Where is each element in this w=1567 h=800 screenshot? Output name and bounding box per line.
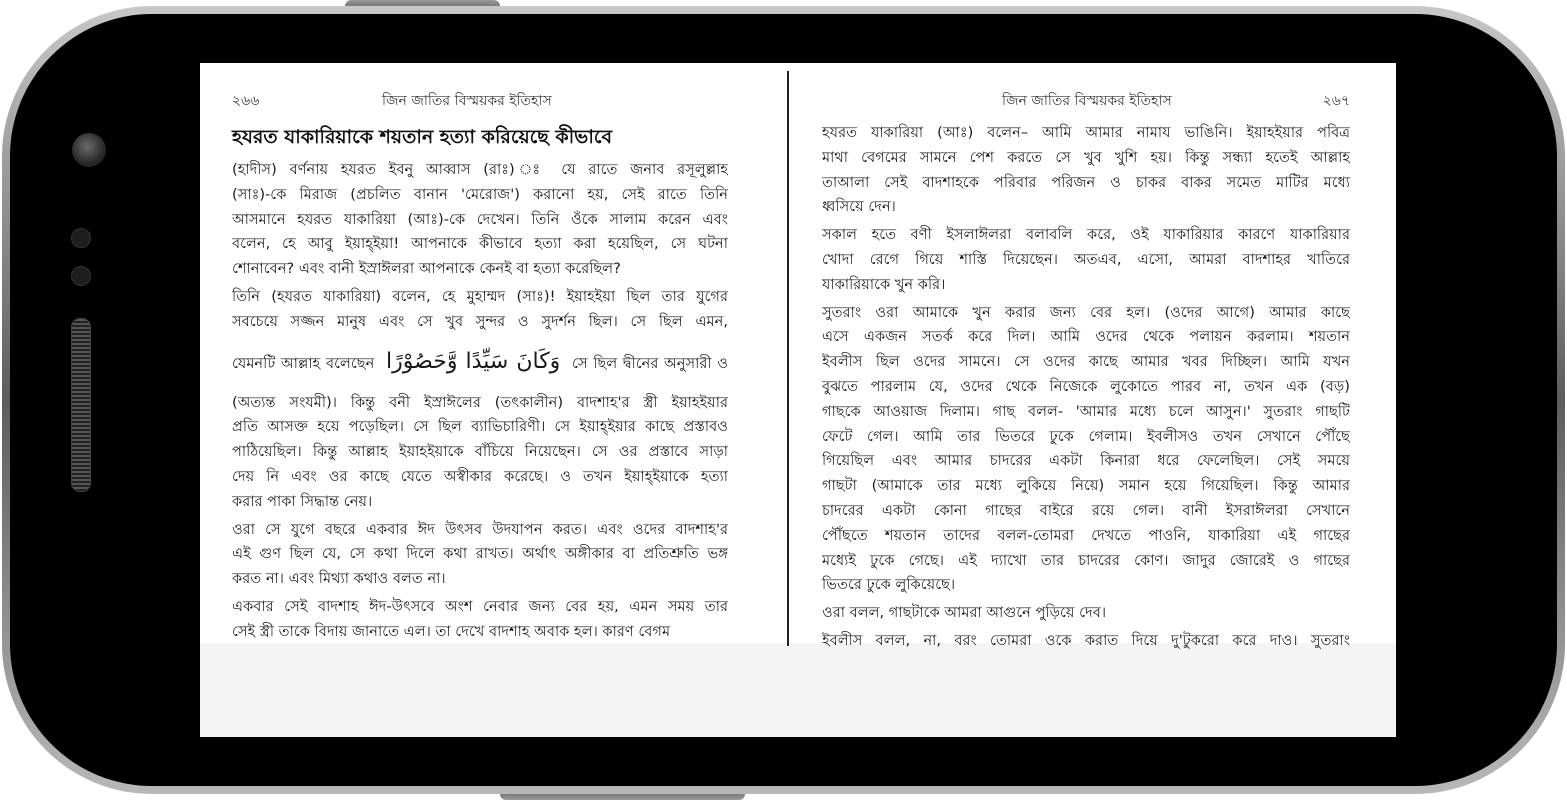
- text-line: সকাল হতে বণী ইসলাঈলরা বলাবলি করে, ওই যাকারিয়ার কারণে যাকারিয়ার: [822, 226, 1350, 244]
- text-line: তিনি (হযরত যাকারিয়া) বলেন, হে মুহাম্মদ (সাঃ)! ইয়াহইয়া ছিল তার যুগের: [232, 287, 728, 305]
- text-line: পৌঁছতে শয়তান তাদের বলল-তোমরা দেখতে পাওনি, যাকারিয়া এই গাছের: [822, 526, 1350, 544]
- text-line: বলেন, হে আবু ইয়াহ্ইয়া! আপনাকে কীভাবে হত্যা করা হয়েছিল, সে ঘটনা: [232, 235, 728, 253]
- paragraph: [232, 391, 728, 515]
- front-camera-icon: [72, 133, 106, 167]
- text-line: ভিতরে ঢুকে লুকিয়েছে।: [822, 576, 956, 594]
- text-line: (সাঃ)-কে মিরাজ (প্রচলিত বানান 'মেরোজ') করানো হয়, সেই রাতে তিনি: [232, 185, 728, 203]
- text-line: গাছটা (আমাকে তার মধ্যে লুকিয়ে নিয়ে) সমান হয়ে গিয়েছিল। কিন্তু আমার: [822, 477, 1350, 495]
- sensor-icon: [71, 228, 91, 248]
- text-line: বুঝতে পারলাম যে, ওদের থেকে নিজেকে লুকোতে পারব না, তখন এক (বড়): [822, 377, 1350, 395]
- running-title: জিন জাতির বিস্ময়কর ইতিহাস: [382, 93, 552, 109]
- text-line: মধ্যেই ঢুকে গেছে। এই দ্যাখো তার চাদরের কোণ। জাদুর জোরেই ও গাছের: [822, 551, 1350, 569]
- page-body: [232, 158, 728, 648]
- running-title: জিন জাতির বিস্ময়কর ইতিহাস: [1002, 93, 1172, 109]
- text-line: হযরত যাকারিয়া (আঃ) বলেন– আমি আমার নামায ভাঙিনি। ইয়াহইয়ার পবিত্র: [822, 124, 1350, 141]
- text-line: আসমানে হযরত যাকারিয়া (আঃ)-কে দেখেন। তিনি ওঁকে সালাম করেন এবং: [232, 210, 728, 228]
- book-spread[interactable]: [200, 63, 1396, 649]
- quote-text-before: যেমনটি আল্লাহ বলেছেন: [232, 354, 375, 372]
- text-line: ইবলীস ছিল ওদের সামনে। সে ওদের কাছে আমার খবর দিচ্ছিল। আমি যখন: [822, 353, 1350, 371]
- text-line: শোনাবেন? এবং বানী ইস্রাঈলরা আপনাকে কেনই বা হত্যা করেছিল?: [232, 260, 621, 278]
- text-line: করার পাকা সিদ্ধান্ত নেয়।: [232, 492, 373, 510]
- text-line: ওরা সে যুগে বছরে একবার ঈদ উৎসব উদযাপন করত। এবং ওদের বাদশাহ'র: [232, 520, 728, 538]
- page-gutter: [787, 71, 789, 646]
- text-line: ইবলীস বলল, না, বরং তোমরা ওকে করাত দিয়ে দু'টুকরো করে দাও। সুতরাং: [822, 631, 1350, 649]
- text-line: সবচেয়ে সজ্জন মানুষ এবং সে খুব সুন্দর ও সুদর্শন ছিল। সে ছিল এমন,: [232, 312, 728, 330]
- text-line: সেই স্ত্রী তাকে বিদায় জানাতে এল। তা দেখে বাদশাহ অবাক হল। কারণ বেগম: [232, 622, 671, 640]
- text-line: দেয় নি এবং ওর কাছে যেতে অস্বীকার করেছে। ও তখন ইয়াহ্ইয়াকে হত্যা: [232, 467, 728, 485]
- text-line: (হাদীস) বর্ণনায় হযরত ইবনু আব্বাস (রাঃ) ঃ যে রাতে জনাব রসূলুল্লাহ: [232, 161, 728, 178]
- text-line: গিয়েছিল এবং আমার চাদরের একটা কিনারা ধরে ফেলেছিল। সেই সময়ে: [822, 452, 1350, 470]
- paragraph: [822, 223, 1350, 297]
- quote-text-after: সে ছিল দ্বীনের অনুসারী ও: [572, 354, 728, 372]
- paragraph: [822, 629, 1350, 654]
- page-number: ২৬৭: [1322, 93, 1350, 109]
- text-line: এই গুণ ছিল যে, সে কথা দিলে কথা রাখত। অর্থাৎ অঙ্গীকার বা প্রতিশ্রুতি ভঙ্গ: [232, 545, 728, 563]
- screen[interactable]: [200, 63, 1396, 737]
- text-line: গাছকে আওয়াজ দিলাম। গাছ বলল- 'আমার মধ্যে চলে আসুন।' সুতরাং গাছটি: [822, 402, 1350, 420]
- paragraph: [232, 285, 728, 383]
- text-line: পাঠিয়েছিল। কিন্তু আল্লাহ ইয়াহইয়াকে বাঁচিয়ে নিয়েছেন। সে ওর প্রস্তাবে সাড়া: [232, 443, 728, 461]
- text-line: একবার সেই বাদশাহ ঈদ-উৎসবে অংশ নেবার জন্য বের হয়, এমন সময় তার: [232, 597, 728, 615]
- paragraph: [822, 121, 1350, 220]
- text-line: এসে একজন সতর্ক করে দিল। আমি ওদের থেকে পলায়ন করলাম। শয়তান: [822, 328, 1350, 346]
- paragraph: [822, 301, 1350, 599]
- text-line: ফেটে গেল। আমি তার ভিতরে ঢুকে গেলাম। ইবলীসও তখন সেখানে পৌঁছে: [822, 427, 1350, 445]
- speaker-grille-icon: [71, 318, 91, 492]
- paragraph: [232, 158, 728, 282]
- text-line: চাদরের একটা কোনা গাছের বাইরে রয়ে গেল। বানী ইসরাঈলরা সেখানে: [822, 501, 1350, 519]
- quote-line: [232, 341, 728, 383]
- text-line: খোদা রেগে গিয়ে শাস্তি দিয়েছেন। অতএব, এসো, আমরা বাদশাহর খাতিরে: [822, 250, 1350, 268]
- paragraph: [232, 595, 728, 645]
- arabic-verse: وَكَانَ سَيِّدًا وَّحَصُوْرًا: [386, 348, 561, 374]
- text-line: তাআলা সেই বাদশাহকে পরিবার পরিজন ও চাকর বাকর সমেত মাটির মধ্যে: [822, 173, 1350, 191]
- text-line: যাকারিয়াকে খুন করি।: [822, 275, 946, 293]
- paragraph: [822, 601, 1350, 626]
- page-body: [822, 121, 1350, 657]
- text-line: করত না। এবং মিথ্যা কথাও বলত না।: [232, 570, 446, 588]
- text-line: (অত্যন্ত সংযমী)। কিন্তু বনী ইস্রাঈলের (তৎকালীন) বাদশাহ'র স্ত্রী ইয়াহইয়ার: [232, 393, 728, 411]
- text-line: মাথা বেগমের সামনে পেশ করতে সে খুব খুশি হয়। কিন্তু সন্ধ্যা হতেই আল্লাহ: [822, 148, 1350, 166]
- sensor-icon: [71, 266, 91, 286]
- text-line: ধ্বসিয়ে দেন।: [822, 198, 896, 216]
- text-line: প্রতি আসক্ত হয়ে পড়েছিল। সে ছিল ব্যাভিচারিণী। সে ইয়াহ্ইয়ার কাছে প্রস্তাবও: [232, 418, 728, 436]
- chapter-heading: হযরত যাকারিয়াকে শয়তান হত্যা করিয়েছে কীভাবে: [232, 126, 613, 148]
- paragraph: [232, 518, 728, 592]
- text-line: সুতরাং ওরা আমাকে খুন করার জন্য বের হল। (ওদের আগে) আমার কাছে: [822, 303, 1350, 321]
- page-number: ২৬৬: [232, 93, 260, 109]
- text-line: ওরা বলল, গাছটাকে আমরা আগুনে পুড়িয়ে দেব।: [822, 604, 1107, 622]
